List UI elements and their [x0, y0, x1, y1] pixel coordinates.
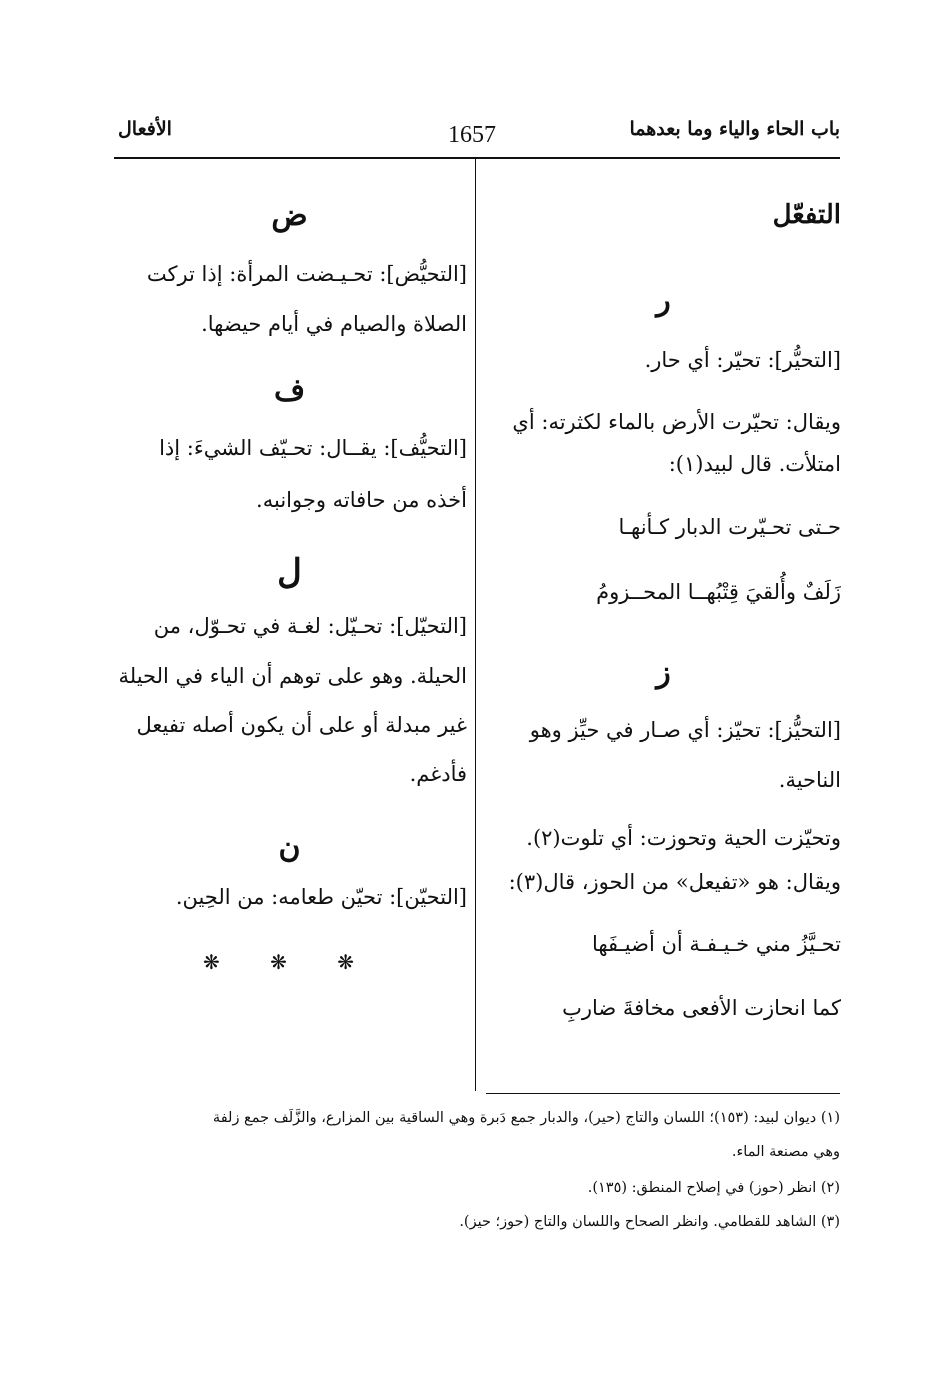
- entry-line: [التحيُّف]: يقــال: تحـيّف الشيءَ: إذا: [159, 436, 467, 460]
- letter-heading-zay: ز: [656, 655, 671, 690]
- verse-line: كما انحازت الأفعى مخافةَ ضاربِ: [562, 996, 841, 1020]
- entry-line: غير مبدلة أو على أن يكون أصله تفيعل: [136, 713, 467, 737]
- letter-heading-ra: ر: [656, 283, 671, 318]
- entry-line: [التحيُّز]: تحيّز: أي صـار في حيِّز وهو: [529, 718, 841, 742]
- verse-line: تحـيَّزُ مني خـيـفـة أن أضيـفَها: [591, 932, 841, 956]
- footnote-1-continued: وهي مصنعة الماء.: [731, 1144, 840, 1160]
- running-head-right: باب الحاء والياء وما بعدهما: [629, 118, 840, 140]
- running-head-left: الأفعال: [118, 118, 172, 140]
- left-column: [112, 0, 467, 1375]
- footnote-rule: [486, 1093, 840, 1094]
- entry-line: ويقال: هو «تفيعل» من الحوز، قال(٣):: [508, 870, 841, 894]
- entry-line: [التحيّن]: تحيّن طعامه: من الحِين.: [175, 885, 467, 909]
- verse-line: زَلَفٌ وأُلقيَ قِتْبُهــا المحــزومُ: [596, 580, 841, 604]
- section-title: التفعّل: [772, 200, 841, 230]
- column-separator: [475, 159, 476, 1091]
- verse-line: حـتى تحـيّرت الدبار كـأنهـا: [618, 515, 841, 539]
- entry-line: الحيلة. وهو على توهم أن الياء في الحيلة: [118, 664, 467, 688]
- entry-line: أخذه من حافاته وجوانبه.: [256, 488, 467, 512]
- entry-line: وتحيّزت الحية وتحوزت: أي تلوت(٢).: [526, 826, 841, 850]
- letter-heading-lam: ل: [277, 552, 302, 592]
- section-end-ornament: ❋ ❋ ❋: [203, 950, 376, 974]
- entry-line: ويقال: تحيّرت الأرض بالماء لكثرته: أي: [512, 410, 841, 434]
- footnote-3: (٣) الشاهد للقطامي. وانظر الصحاح واللسان والتاج (حوز؛ حيز).: [459, 1214, 840, 1230]
- entry-line: [التحيّل]: تحـيّل: لغـة في تحـوّل، من: [153, 614, 467, 638]
- entry-line: [التحيُّض]: تحـيـضت المرأة: إذا تركت: [146, 262, 467, 286]
- letter-heading-dad: ض: [271, 198, 308, 233]
- entry-line: فأدغم.: [409, 762, 467, 786]
- entry-line: [التحيُّر]: تحيّر: أي حار.: [644, 348, 841, 372]
- footnote-2: (٢) انظر (حوز) في إصلاح المنطق: (١٣٥).: [587, 1180, 840, 1196]
- page-number: 1657: [448, 122, 496, 148]
- letter-heading-fa: ف: [273, 373, 306, 408]
- footnote-1: (١) ديوان لبيد: (١٥٣)؛ اللسان والتاج (حير)، والدبار جمع دَبرة وهي الساقية بين المزارع، والزَّلَف جمع زلفة: [212, 1110, 840, 1126]
- entry-line: امتلأت. قال لبيد(١):: [668, 452, 841, 476]
- entry-line: الصلاة والصيام في أيام حيضها.: [201, 312, 467, 336]
- right-column: [486, 0, 841, 1375]
- letter-heading-nun: ن: [278, 830, 301, 865]
- entry-line: الناحية.: [778, 768, 841, 792]
